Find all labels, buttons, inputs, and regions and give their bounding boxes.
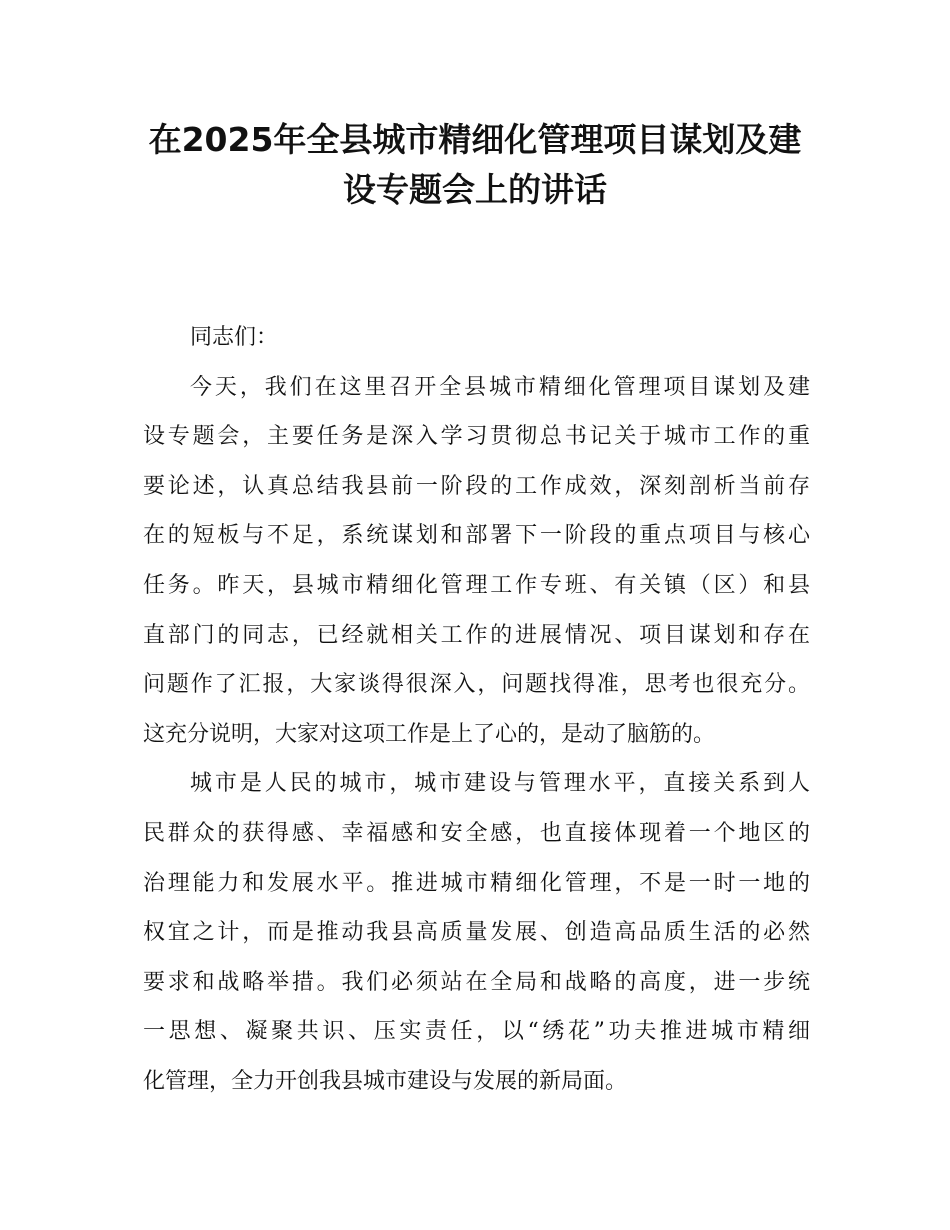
paragraph-line: 在的短板与不足，系统谋划和部署下一阶段的重点项目与核心: [143, 523, 810, 549]
paragraph-line: 这充分说明，大家对这项工作是上了心的，是动了脑筋的。: [143, 721, 716, 747]
paragraph-line: 问题作了汇报，大家谈得很深入，问题找得准，思考也很充分。: [143, 672, 810, 698]
paragraph-line: 治理能力和发展水平。推进城市精细化管理，不是一时一地的: [143, 870, 810, 896]
paragraph-line: 直部门的同志，已经就相关工作的进展情况、项目谋划和存在: [143, 622, 810, 648]
document-body: [143, 313, 810, 1107]
paragraph-line: 设专题会，主要任务是深入学习贯彻总书记关于城市工作的重: [143, 424, 810, 450]
paragraph-line: 今天，我们在这里召开全县城市精细化管理项目谋划及建: [190, 374, 810, 400]
paragraph-line: 民群众的获得感、幸福感和安全感，也直接体现着一个地区的: [143, 820, 810, 846]
document-title: [100, 115, 850, 215]
paragraph-line: 城市是人民的城市，城市建设与管理水平，直接关系到人: [190, 771, 810, 797]
paragraph-2: [143, 759, 810, 1106]
paragraph-line: 权宜之计，而是推动我县高质量发展、创造高品质生活的必然: [143, 920, 810, 946]
paragraph-line: 一思想、凝聚共识、压实责任，以“绣花”功夫推进城市精细: [143, 1019, 810, 1045]
paragraph-line: 化管理，全力开创我县城市建设与发展的新局面。: [143, 1068, 628, 1094]
paragraph-line: 要论述，认真总结我县前一阶段的工作成效，深刻剖析当前存: [143, 473, 810, 499]
greeting: 同志们：: [190, 325, 279, 350]
paragraph-1: [143, 363, 810, 760]
paragraph-line: 任务。昨天，县城市精细化管理工作专班、有关镇（区）和县: [143, 572, 810, 598]
title-line-2: 设专题会上的讲话: [343, 170, 607, 209]
title-line-1: 在2025年全县城市精细化管理项目谋划及建: [148, 120, 802, 159]
paragraph-line: 要求和战略举措。我们必须站在全局和战略的高度，进一步统: [143, 969, 810, 995]
